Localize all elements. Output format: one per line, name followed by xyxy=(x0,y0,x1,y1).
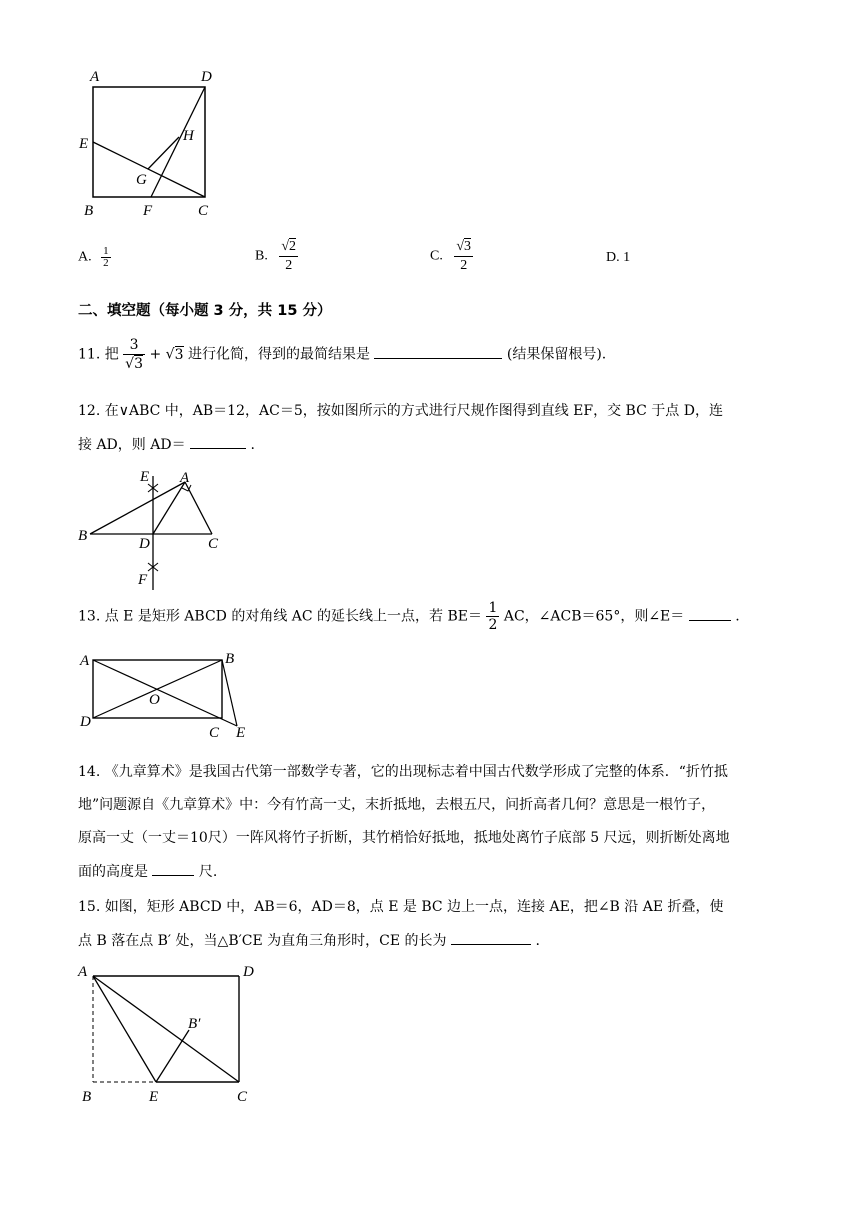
q14-text-2: 地”问题源自《九章算术》中：今有竹高一丈，末折抵地，去根五尺，问折高者几何？意思是一根竹子， xyxy=(78,797,716,813)
q11-frac-den: 3 xyxy=(134,356,144,372)
label-G: G xyxy=(136,172,147,188)
option-d-label: D. xyxy=(606,250,620,265)
q13-text-2: AC，∠ACB＝65°，则∠E＝ xyxy=(503,608,685,625)
q13-label-C: C xyxy=(209,725,220,741)
q13-label-A: A xyxy=(80,653,90,669)
q14-answer-blank[interactable] xyxy=(152,861,194,876)
q15-line2 xyxy=(78,930,778,951)
q15-answer-blank[interactable] xyxy=(451,930,531,945)
q12-label-B: B xyxy=(78,528,88,544)
q11-frac-num: 3 xyxy=(123,336,145,355)
question-11: 11. 把 $\frac{3}{√3}$ + √3 进行化简，得到的最简结果是 (结果保留根号). xyxy=(78,337,607,372)
label-E: E xyxy=(79,136,89,152)
q11-text: 进行化简，得到的最简结果是 xyxy=(187,346,370,363)
q12-label-C: C xyxy=(208,536,219,552)
label-B: B xyxy=(84,203,94,219)
option-c: C. $\frac{√3}{2}$ xyxy=(430,239,472,273)
q14-line3 xyxy=(78,828,778,848)
q15-label-B: B xyxy=(82,1089,92,1105)
label-D: D xyxy=(201,69,212,85)
option-b-label: B. xyxy=(255,248,268,264)
option-d-value: 1 xyxy=(623,250,631,265)
q11-plus: + xyxy=(149,346,162,363)
label-C: C xyxy=(198,203,209,219)
label-H: H xyxy=(183,128,194,144)
section-heading: 二、填空题（每小题 3 分，共 15 分） xyxy=(78,303,332,319)
q15-label-E: E xyxy=(149,1089,159,1105)
q12-text-2b: . xyxy=(250,437,255,453)
option-d xyxy=(606,250,630,266)
q15-text-1: 如图，矩形 ABCD 中，AB＝6，AD＝8，点 E 是 BC 边上一点，连接 AE，把∠B 沿 AE 折叠，使 xyxy=(104,899,724,915)
q12-answer-blank[interactable] xyxy=(190,434,246,449)
q13-number: 13. xyxy=(78,608,101,625)
q13-frac-den: 2 xyxy=(488,617,498,633)
q12-text-2a: 接 AD，则 AD＝ xyxy=(78,437,186,453)
figure-q13-rectangle xyxy=(72,646,262,741)
q13-tail: . xyxy=(735,608,740,625)
q13-label-O: O xyxy=(149,692,160,708)
label-A: A xyxy=(90,69,100,85)
option-b-den: 2 xyxy=(285,258,293,273)
option-c-den: 2 xyxy=(460,258,468,273)
option-c-rad: 3 xyxy=(464,239,472,254)
q14-line2 xyxy=(78,795,778,815)
q15-text-2b: . xyxy=(535,933,540,949)
q12-label-A: A xyxy=(180,470,190,486)
q15-number: 15. xyxy=(78,899,101,915)
q11-number: 11. xyxy=(78,346,101,363)
q14-line4 xyxy=(78,861,778,882)
figure-q10-square xyxy=(70,62,230,222)
q15-label-D: D xyxy=(243,964,254,980)
q15-label-C: C xyxy=(237,1089,248,1105)
q14-line1 xyxy=(78,762,778,782)
question-13 xyxy=(78,600,740,633)
label-F: F xyxy=(143,203,153,219)
q12-label-E: E xyxy=(140,469,150,485)
option-b: B. $\frac{√2}{2}$ xyxy=(255,239,297,273)
q14-text-3: 原高一丈（一丈＝10尺）一阵风将竹子折断，其竹梢恰好抵地，抵地处离竹子底部 5 尺远，则折断处离地 xyxy=(78,830,730,846)
q11-answer-blank[interactable] xyxy=(374,344,502,359)
option-c-label: C. xyxy=(430,248,443,264)
q12-label-F: F xyxy=(138,572,148,588)
q13-label-E: E xyxy=(236,725,246,741)
q15-label-B-prime: B′ xyxy=(188,1016,201,1032)
q14-text-1: 《九章算术》是我国古代第一部数学专著，它的出现标志着中国古代数学形成了完整的体系．“折竹抵 xyxy=(104,764,728,780)
q15-line1 xyxy=(78,897,778,917)
q14-text-4b: 尺. xyxy=(198,864,218,880)
q11-rad: 3 xyxy=(174,346,184,363)
q11-lead: 把 xyxy=(104,346,119,363)
q12-label-D: D xyxy=(139,536,150,552)
figure-q15-rectangle xyxy=(70,958,270,1108)
q12-line2 xyxy=(78,434,778,455)
q11-tail: (结果保留根号). xyxy=(506,346,607,363)
q15-label-A: A xyxy=(78,964,88,980)
q13-answer-blank[interactable] xyxy=(689,606,731,621)
q15-text-2a: 点 B 落在点 B′ 处，当△B′CE 为直角三角形时，CE 的长为 xyxy=(78,933,447,949)
option-a-label: A. xyxy=(78,249,92,265)
q12-line1 xyxy=(78,401,778,421)
option-a-num: 1 xyxy=(103,245,109,257)
q12-number: 12. xyxy=(78,403,101,419)
q13-frac-num: 1 xyxy=(488,600,498,616)
q13-label-B: B xyxy=(225,651,235,667)
q13-label-D: D xyxy=(80,714,91,730)
q14-text-4a: 面的高度是 xyxy=(78,864,148,880)
option-a xyxy=(78,246,111,269)
option-a-den: 2 xyxy=(103,257,109,269)
q14-number: 14. xyxy=(78,764,101,780)
option-b-rad: 2 xyxy=(289,239,297,254)
figure-q12-triangle xyxy=(72,462,242,592)
q13-text-1: 点 E 是矩形 ABCD 的对角线 AC 的延长线上一点，若 BE＝ xyxy=(104,608,483,625)
q12-text-1: 在∨ABC 中，AB＝12，AC＝5，按如图所示的方式进行尺规作图得到直线 EF，交 BC 于点 D，连 xyxy=(104,403,723,419)
